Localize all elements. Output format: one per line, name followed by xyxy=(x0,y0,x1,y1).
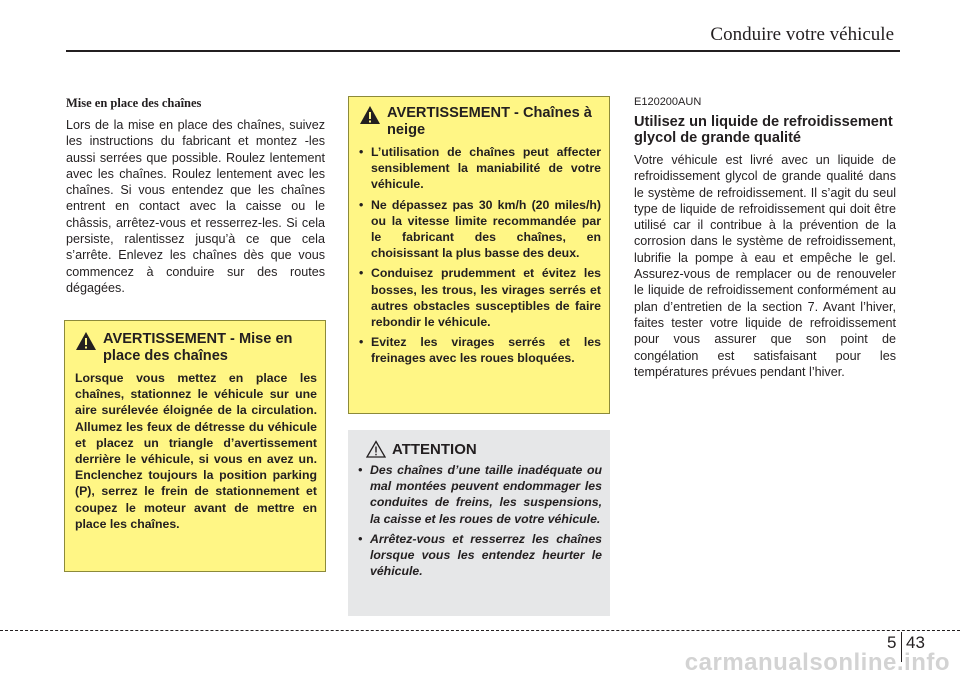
list-item: • L’utilisation de chaînes peut affecter sensiblement la maniabilité de votre véhicule. xyxy=(359,144,601,193)
attention-title-row xyxy=(358,440,602,458)
warning-title-row xyxy=(359,105,601,138)
warning-title: AVERTISSEMENT - Mise en place des chaînes xyxy=(103,331,293,364)
footer-rule xyxy=(0,630,960,631)
section-number: 5 xyxy=(887,633,897,652)
caution-triangle-icon xyxy=(366,440,386,458)
warning-triangle-icon xyxy=(359,105,381,125)
warning-list xyxy=(359,144,601,367)
section-heading: Utilisez un liquide de refroidissement glycol de grande qualité xyxy=(634,114,893,146)
page-number: 43 xyxy=(906,633,925,652)
attention-title: ATTENTION xyxy=(392,440,477,458)
attention-box xyxy=(348,430,610,616)
section-heading: Mise en place des chaînes xyxy=(66,96,202,110)
list-item: • Des chaînes d’une taille inadéquate ou mal montées peuvent endommager les conduites de freins, les suspensions, la caisse et les roues de votre véhicule. xyxy=(358,462,602,527)
section-code: E120200AUN xyxy=(634,96,702,108)
right-column xyxy=(634,96,896,380)
list-item: • Arrêtez-vous et resserrez les chaînes lorsque vous les entendez heurter le véhicule. xyxy=(358,531,602,580)
section-body: Votre véhicule est livré avec un liquide de refroidissement glycol de grande qualité dans le système de refroidissement. Il s’agit du seul type de liquide de refroidissement qui doit être utilisé car il contribue à la prévention de la corrosion dans le système de refroidissement, lubrifie la pompe à eau et empêche le gel. Assurez-vous de remplacer ou de renouveler le liquide de refroidissement conformément au plan d’entretien de la section 7. Avant l’hiver, faites tester votre liquide de refroidissement pour vous assurer que son point de congélation est satisfaisant pour les températures prévues pendant l’hiver. xyxy=(634,153,896,379)
warning-title-row xyxy=(75,331,317,364)
warning-box-snow-chains xyxy=(348,96,610,414)
warning-body: Lorsque vous mettez en place les chaînes, stationnez le véhicule sur une aire surélevée éloignée de la circulation. Allumez les feux de détresse du véhicule et placez un triangle d’avertissement derrière le véhicule, si vous en avez un. Enclenchez toujours la position parking (P), serrez le frein de stationnement et coupez le moteur avant de mettre en place les chaînes. xyxy=(75,371,317,531)
list-item: • Ne dépassez pas 30 km/h (20 miles/h) ou la vitesse limite recommandée par le fabricant des chaînes, en choisissant la plus basse des deux. xyxy=(359,197,601,262)
section-body: Lors de la mise en place des chaînes, suivez les instructions du fabricant et montez -les aussi serrées que possible. Roulez lentement avec les chaînes. Roulez lentement avec les chaînes. Si vous entendez que les chaînes entrent en contact avec la caisse ou le châssis, arrêtez-vous et resserrez-les. Si cela persiste, ralentissez jusqu’à ce que cela s’arrête. Enlevez les chaînes dès que vous commencez à conduire sur des routes dégagées. xyxy=(66,118,325,295)
warning-title: AVERTISSEMENT - Chaînes à neige xyxy=(387,105,592,138)
warning-triangle-icon xyxy=(75,331,97,351)
attention-list xyxy=(358,462,602,579)
left-column xyxy=(66,96,325,296)
running-header: Conduire votre véhicule xyxy=(710,24,894,45)
warning-box-chain-install xyxy=(64,320,326,572)
list-item: • Conduisez prudemment et évitez les bosses, les trous, les virages serrés et autres obstacles susceptibles de faire rebondir le véhicule. xyxy=(359,265,601,330)
header-rule xyxy=(66,50,900,52)
list-item: • Evitez les virages serrés et les freinages avec les roues bloquées. xyxy=(359,334,601,366)
watermark-bottom: carmanualsonline.info xyxy=(684,649,950,676)
